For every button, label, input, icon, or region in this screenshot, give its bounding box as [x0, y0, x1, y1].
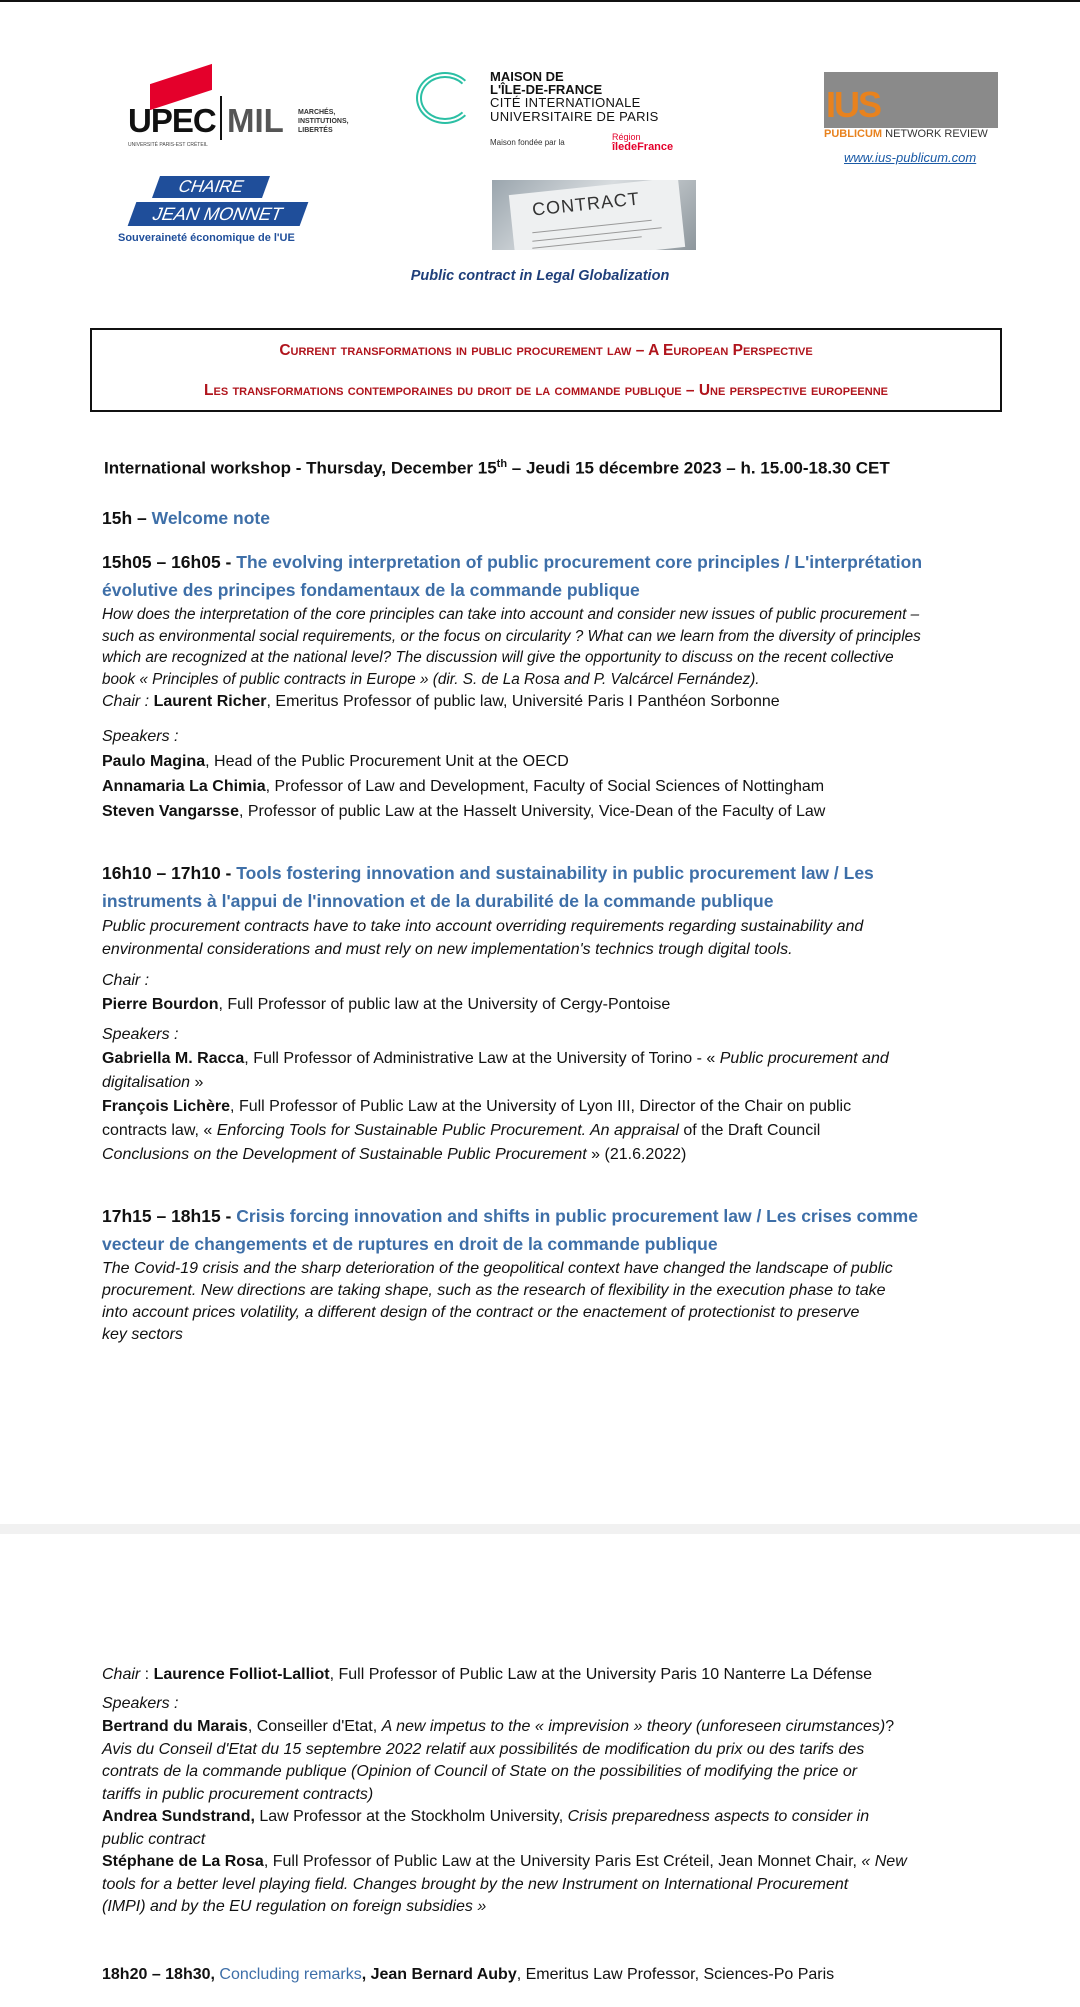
speaker-topic-line: contrats de la commande publique (Opinion of Council of State on the possibilities of modifying the price or [102, 1763, 858, 1780]
workshop-text-2: – Jeudi 15 décembre 2023 – h. 15.00-18.30 CET [507, 458, 890, 478]
concluding-remarks [102, 1963, 990, 1987]
description-line: environmental considerations and must rely on new implementation's technics trough digital tools. [102, 941, 793, 958]
session-1-description [102, 604, 990, 690]
contract-image [492, 180, 696, 250]
speaker-role: , Full Professor of Public Law at the University of Lyon III, Director of the Chair on public [230, 1098, 852, 1115]
speaker-topic-line: tariffs in public procurement contracts) [102, 1785, 374, 1803]
speaker-topic-mid: of the Draft Council [678, 1122, 821, 1139]
session-3-speakers [102, 1716, 990, 1919]
session-3-title [102, 1202, 990, 1258]
title-box [90, 328, 1002, 412]
speaker-name: Annamaria La Chimia [102, 778, 266, 795]
welcome-label: Welcome note [151, 508, 270, 528]
speaker-role: Law Professor at the Stockholm University, [254, 1808, 568, 1825]
contract-label: CONTRACT [531, 188, 641, 220]
speaker-topic-line: Avis du Conseil d'Etat du 15 septembre 2022 relatif aux possibilités de modification du prix ou des tarifs des [102, 1740, 865, 1758]
session-1-speakers [102, 749, 990, 824]
page-2 [0, 1534, 1080, 2007]
description-line: The Covid-19 crisis and the sharp deterioration of the geopolitical context have changed the landscape of public [102, 1260, 893, 1277]
speaker-topic-close: » [190, 1074, 204, 1091]
maison-ile-de-france-logo [412, 68, 722, 158]
mil-logo-text: MIL [227, 102, 284, 139]
description-line: How does the interpretation of the core principles can take into account and consider new issues of public procurement – [102, 606, 920, 623]
speaker-continued [102, 1119, 990, 1143]
speaker-topic-line: tools for a better level playing field. Changes brought by the new Instrument on International Procurement [102, 1875, 849, 1893]
speaker-name: Steven Vangarsse [102, 803, 239, 820]
speaker-topic: A new impetus to the « imprevision » theory (unforeseen cirumstances) [381, 1718, 886, 1735]
session-2-chair [102, 993, 990, 1017]
session-2-title-line: instruments à l'appui de l'innovation et de la durabilité de la commande publique [102, 891, 774, 911]
speaker-name: François Lichère [102, 1098, 231, 1115]
ius-network-text [824, 128, 988, 140]
session-2-title [102, 859, 990, 915]
speaker-role: , Conseiller d'Etat, [247, 1718, 382, 1735]
speaker-name: Andrea Sundstrand, [102, 1808, 255, 1825]
workshop-date-line [104, 454, 992, 479]
session-2-speakers [102, 1047, 990, 1167]
description-line: Public procurement contracts have to take into account overriding requirements regarding sustainability and [102, 918, 864, 935]
session-3-time: 17h15 – 18h15 - [102, 1206, 237, 1226]
maison-line: L'ÎLE-DE-FRANCE [490, 82, 603, 97]
upec-mil-logo [128, 68, 348, 150]
speaker-role: , Professor of public Law at the Hasselt University, Vice-Dean of the Faculty of Law [238, 803, 826, 820]
maison-line: CITÉ INTERNATIONALE [490, 95, 641, 110]
workshop-text: International workshop - Thursday, December 15 [104, 458, 497, 478]
tagline: Public contract in Legal Globalization [410, 268, 670, 284]
session-2-time: 16h10 – 17h10 - [102, 863, 237, 883]
chair-role: , Emeritus Professor of public law, Université Paris I Panthéon Sorbonne [266, 693, 780, 710]
session-2-title-line: Tools fostering innovation and sustainability in public procurement law / Les [236, 863, 874, 883]
session-3-description [102, 1258, 990, 1346]
description-line: book « Principles of public contracts in Europe » (dir. S. de La Rosa and P. Valcárcel Fernández). [102, 670, 760, 688]
speaker [102, 749, 990, 774]
speakers-label: Speakers : [102, 1026, 179, 1043]
welcome-note [102, 504, 990, 532]
session-2 [102, 859, 990, 1167]
chaire-subtitle: Souveraineté économique de l'UE [118, 232, 295, 244]
speakers-label: Speakers : [102, 728, 179, 745]
closing-time: 18h20 – 18h30, [102, 1966, 220, 1983]
speaker-topic: Crisis preparedness aspects to consider in [567, 1808, 870, 1825]
title-french: Les transformations contemporaines du droit de la commande publique – Une perspective europeenne [204, 382, 888, 399]
mil-sub-line: INSTITUTIONS, [298, 118, 349, 125]
ius-network-brand: PUBLICUM [824, 128, 883, 140]
mil-sub-line: LIBERTÉS [298, 127, 333, 134]
speaker-role: contracts law, « [102, 1122, 217, 1139]
region-line: Région [612, 132, 641, 142]
session-2-description [102, 915, 990, 961]
chair-role: , Full Professor of public law at the University of Cergy-Pontoise [218, 996, 671, 1013]
chair-role: , Full Professor of Public Law at the University Paris 10 Nanterre La Défense [329, 1666, 873, 1683]
ius-logo-text: IUS [826, 84, 881, 125]
maison-founded-text: Maison fondée par la [490, 138, 565, 147]
upec-subtitle: UNIVERSITÉ PARIS-EST CRÉTEIL [128, 142, 208, 148]
session-1-title-line: The evolving interpretation of public procurement core principles / L'interprétation [236, 552, 923, 572]
chair-name: Laurent Richer [153, 693, 267, 710]
ius-publicum-logo [824, 72, 1004, 168]
session-3-chair [102, 1662, 990, 1688]
speaker-topic: Enforcing Tools for Sustainable Public Procurement. An appraisal [216, 1122, 679, 1139]
welcome-time: 15h – [102, 508, 152, 528]
speakers-label: Speakers : [102, 1695, 179, 1712]
speaker [102, 774, 990, 799]
closing-role: , Emeritus Law Professor, Sciences-Po Paris [516, 1966, 835, 1983]
upec-logo-text: UPEC [128, 102, 216, 139]
speaker-topic: « New [861, 1853, 907, 1870]
chaire-jean-monnet-logo [118, 176, 338, 248]
ius-network-rest: NETWORK REVIEW [882, 128, 988, 140]
description-line: such as environmental social requirements, or the focus on circularity ? What can we learn from the diversity of principles [102, 627, 921, 645]
region-line: îledeFrance [612, 141, 674, 153]
speaker-name: Gabriella M. Racca [102, 1050, 245, 1067]
speaker-topic: Public procurement and [719, 1050, 889, 1067]
speaker-topic: digitalisation [102, 1074, 191, 1091]
description-line: key sectors [102, 1326, 183, 1343]
session-3-title-line: vecteur de changements et de ruptures en droit de la commande publique [102, 1234, 718, 1254]
page-1 [0, 2, 1080, 1524]
speaker-topic-close: » (21.6.2022) [586, 1146, 687, 1163]
session-1-title-line: évolutive des principes fondamentaux de la commande publique [102, 580, 640, 600]
workshop-sup: th [496, 458, 508, 470]
speaker [102, 1806, 990, 1829]
logo-divider [220, 96, 222, 140]
page-gap [0, 1524, 1080, 1534]
speaker [102, 1851, 990, 1874]
chair-label: Chair : [102, 972, 150, 989]
speaker [102, 1047, 990, 1071]
maison-title [490, 70, 602, 96]
session-1-chair [102, 690, 990, 713]
session-3-continued [102, 1662, 990, 1919]
speaker-name: Paulo Magina [102, 753, 206, 770]
chair-sep: : [140, 1666, 154, 1683]
ius-website-link[interactable]: www.ius-publicum.com [844, 150, 977, 165]
speaker-name: Stéphane de La Rosa [102, 1853, 264, 1870]
speaker-role: , Full Professor of Public Law at the University Paris Est Créteil, Jean Monnet Chair, [263, 1853, 862, 1870]
speaker [102, 799, 990, 824]
description-line: procurement. New directions are taking shape, such as the research of flexibility in the execution phase to take [102, 1282, 886, 1299]
speaker-name: Bertrand du Marais [102, 1718, 248, 1735]
closing-name: , Jean Bernard Auby [361, 1966, 517, 1983]
closing-label: Concluding remarks [219, 1966, 362, 1983]
session-1-title [102, 548, 990, 604]
chair-name: Pierre Bourdon [102, 996, 219, 1013]
chair-label: Chair : [102, 693, 154, 710]
maison-circle-icon [416, 72, 474, 124]
session-3-title-line: Crisis forcing innovation and shifts in public procurement law / Les crises comme [236, 1206, 918, 1226]
speaker-continued [102, 1071, 990, 1095]
speaker-topic-q: ? [885, 1718, 895, 1735]
speaker-topic-line: public contract [102, 1830, 206, 1848]
session-1-time: 15h05 – 16h05 - [102, 552, 237, 572]
title-english: Current transformations in public procurement law – A European Perspective [279, 342, 813, 359]
speaker [102, 1716, 990, 1739]
speaker-role: , Full Professor of Administrative Law at the University of Torino - « [244, 1050, 720, 1067]
region-logo [612, 132, 673, 152]
speaker [102, 1095, 990, 1119]
chaire-line-1: CHAIRE [152, 176, 270, 198]
maison-subtitle [490, 96, 659, 124]
chaire-line-2: JEAN MONNET [128, 202, 309, 226]
session-1 [102, 548, 990, 824]
chair-label: Chair [102, 1666, 141, 1683]
session-3 [102, 1202, 990, 1346]
maison-line: UNIVERSITAIRE DE PARIS [490, 109, 659, 124]
maison-line: MAISON DE [490, 69, 564, 84]
speaker-role: , Professor of Law and Development, Faculty of Social Sciences of Nottingham [265, 778, 825, 795]
mil-subtitle [298, 108, 349, 135]
mil-sub-line: MARCHÉS, [298, 109, 336, 116]
chair-name: Laurence Folliot-Lalliot [153, 1666, 330, 1683]
speaker-topic-line: (IMPI) and by the EU regulation on foreign subsidies » [102, 1898, 487, 1915]
speaker-topic: Conclusions on the Development of Sustainable Public Procurement [102, 1146, 587, 1163]
description-line: which are recognized at the national level? The discussion will give the opportunity to discuss on the recent collective [102, 649, 894, 666]
description-line: into account prices volatility, a different design of the contract or the enactement of protectionist to preserve [102, 1304, 860, 1321]
speaker-continued [102, 1143, 990, 1167]
speaker-role: , Head of the Public Procurement Unit at the OECD [205, 753, 569, 770]
